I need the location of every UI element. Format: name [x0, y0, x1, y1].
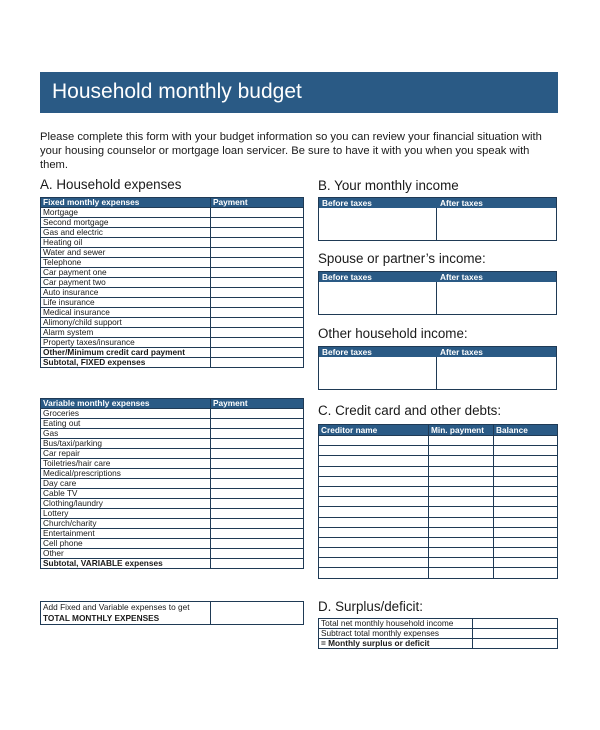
min-payment-input[interactable] [429, 568, 494, 578]
fixed-expense-payment-input[interactable] [211, 298, 304, 308]
balance-input[interactable] [494, 558, 558, 568]
creditor-name-input[interactable] [319, 497, 429, 507]
fixed-expense-label: Water and sewer [41, 248, 211, 258]
variable-expense-row [41, 479, 304, 489]
fixed-expense-row [41, 338, 304, 348]
variable-payment-header: Payment [211, 399, 304, 409]
variable-expense-label: Medical/prescriptions [41, 469, 211, 479]
fixed-expense-label: Auto insurance [41, 288, 211, 298]
fixed-expense-payment-input[interactable] [211, 318, 304, 328]
total-expenses-input[interactable] [211, 602, 304, 625]
debt-row [319, 537, 558, 547]
fixed-payment-header: Payment [211, 198, 304, 208]
other-after-taxes-header: After taxes [440, 347, 483, 357]
surplus-table [318, 618, 558, 649]
debt-row [319, 476, 558, 486]
variable-expense-payment-input[interactable] [211, 469, 304, 479]
fixed-expense-row [41, 328, 304, 338]
variable-expense-payment-input[interactable] [211, 559, 304, 569]
fixed-expense-label: Medical insurance [41, 308, 211, 318]
before-taxes-header: Before taxes [322, 198, 372, 208]
variable-expense-row [41, 489, 304, 499]
balance-header: Balance [494, 425, 558, 436]
balance-input[interactable] [494, 537, 558, 547]
fixed-expense-row [41, 268, 304, 278]
surplus-row [319, 639, 558, 649]
creditor-name-input[interactable] [319, 466, 429, 476]
min-payment-input[interactable] [429, 486, 494, 496]
min-payment-input[interactable] [429, 558, 494, 568]
min-payment-input[interactable] [429, 497, 494, 507]
variable-expense-label: Church/charity [41, 519, 211, 529]
surplus-label: Subtract total monthly expenses [319, 629, 473, 639]
surplus-value-input[interactable] [473, 629, 558, 639]
other-income-before-input[interactable] [319, 357, 437, 389]
creditor-name-input[interactable] [319, 527, 429, 537]
fixed-expense-label: Car payment one [41, 268, 211, 278]
spouse-income-box [318, 271, 557, 315]
fixed-expense-payment-input[interactable] [211, 288, 304, 298]
total-line1: Add Fixed and Variable expenses to get [43, 602, 190, 612]
variable-expense-payment-input[interactable] [211, 419, 304, 429]
variable-expense-payment-input[interactable] [211, 449, 304, 459]
fixed-expense-payment-input[interactable] [211, 258, 304, 268]
fixed-expense-row [41, 358, 304, 368]
fixed-expense-label: Car payment two [41, 278, 211, 288]
spouse-after-taxes-header: After taxes [440, 272, 483, 282]
fixed-expense-row [41, 248, 304, 258]
spouse-income-heading: Spouse or partner’s income: [318, 251, 486, 266]
variable-expense-payment-input[interactable] [211, 429, 304, 439]
spouse-before-taxes-header: Before taxes [322, 272, 372, 282]
variable-expense-label: Bus/taxi/parking [41, 439, 211, 449]
variable-expense-payment-input[interactable] [211, 439, 304, 449]
fixed-expense-payment-input[interactable] [211, 248, 304, 258]
your-income-box [318, 197, 557, 241]
variable-expense-row [41, 549, 304, 559]
balance-input[interactable] [494, 456, 558, 466]
balance-input[interactable] [494, 466, 558, 476]
debt-row [319, 436, 558, 446]
surplus-row [319, 629, 558, 639]
variable-expense-payment-input[interactable] [211, 549, 304, 559]
fixed-expense-payment-input[interactable] [211, 348, 304, 358]
creditor-name-input[interactable] [319, 486, 429, 496]
spouse-income-before-input[interactable] [319, 282, 437, 314]
after-taxes-header: After taxes [440, 198, 483, 208]
variable-expense-row [41, 409, 304, 419]
fixed-expense-payment-input[interactable] [211, 308, 304, 318]
min-payment-input[interactable] [429, 507, 494, 517]
section-d-heading: D. Surplus/deficit: [318, 599, 423, 614]
fixed-expense-row [41, 308, 304, 318]
variable-expense-label: Day care [41, 479, 211, 489]
fixed-expense-label: Second mortgage [41, 218, 211, 228]
total-expenses-label [41, 602, 211, 625]
title-banner [40, 72, 558, 113]
variable-expense-label: Other [41, 549, 211, 559]
your-income-after-input[interactable] [437, 208, 556, 240]
fixed-expense-label: Gas and electric [41, 228, 211, 238]
variable-expense-row [41, 419, 304, 429]
fixed-expense-payment-input[interactable] [211, 218, 304, 228]
variable-expense-label: Subtotal, VARIABLE expenses [41, 559, 211, 569]
surplus-value-input[interactable] [473, 639, 558, 649]
balance-input[interactable] [494, 527, 558, 537]
fixed-expense-row [41, 348, 304, 358]
min-payment-header: Min. payment [429, 425, 494, 436]
total-line2: TOTAL MONTHLY EXPENSES [43, 613, 160, 623]
min-payment-input[interactable] [429, 517, 494, 527]
surplus-value-input[interactable] [473, 619, 558, 629]
fixed-expense-label: Subtotal, FIXED expenses [41, 358, 211, 368]
min-payment-input[interactable] [429, 476, 494, 486]
fixed-expense-row [41, 228, 304, 238]
creditor-name-input[interactable] [319, 507, 429, 517]
fixed-expense-label: Alimony/child support [41, 318, 211, 328]
balance-input[interactable] [494, 446, 558, 456]
fixed-expenses-header: Fixed monthly expenses [41, 198, 211, 208]
variable-expense-row [41, 459, 304, 469]
creditor-name-input[interactable] [319, 476, 429, 486]
fixed-expense-row [41, 218, 304, 228]
fixed-expense-row [41, 288, 304, 298]
fixed-expense-row [41, 238, 304, 248]
fixed-expense-label: Mortgage [41, 208, 211, 218]
fixed-expense-payment-input[interactable] [211, 328, 304, 338]
other-before-taxes-header: Before taxes [322, 347, 372, 357]
balance-input[interactable] [494, 548, 558, 558]
variable-expenses-table [40, 398, 304, 569]
variable-expense-label: Groceries [41, 409, 211, 419]
page-title: Household monthly budget [52, 80, 302, 103]
debt-row [319, 497, 558, 507]
variable-expense-row [41, 429, 304, 439]
variable-expense-row [41, 519, 304, 529]
creditor-name-input[interactable] [319, 456, 429, 466]
fixed-expense-payment-input[interactable] [211, 358, 304, 368]
debts-table [318, 424, 558, 579]
fixed-expense-label: Other/Minimum credit card payment [41, 348, 211, 358]
variable-expense-payment-input[interactable] [211, 539, 304, 549]
creditor-name-header: Creditor name [319, 425, 429, 436]
section-b-heading: B. Your monthly income [318, 178, 459, 193]
variable-expense-payment-input[interactable] [211, 489, 304, 499]
variable-expense-row [41, 509, 304, 519]
intro-text: Please complete this form with your budget information so you can review your financial situation with your housing counselor or mortgage loan servicer. Be sure to have it with you when you speak with them. [40, 131, 542, 171]
debt-row [319, 527, 558, 537]
surplus-label: Total net monthly household income [319, 619, 473, 629]
creditor-name-input[interactable] [319, 436, 429, 446]
min-payment-input[interactable] [429, 446, 494, 456]
your-income-before-input[interactable] [319, 208, 437, 240]
other-income-box [318, 346, 557, 390]
variable-expense-row [41, 439, 304, 449]
section-c-heading: C. Credit card and other debts: [318, 403, 502, 418]
creditor-name-input[interactable] [319, 568, 429, 578]
fixed-expense-payment-input[interactable] [211, 228, 304, 238]
debt-row [319, 456, 558, 466]
variable-expense-label: Eating out [41, 419, 211, 429]
variable-expense-label: Cable TV [41, 489, 211, 499]
variable-expense-label: Toiletries/hair care [41, 459, 211, 469]
variable-expense-payment-input[interactable] [211, 509, 304, 519]
debt-row [319, 568, 558, 578]
creditor-name-input[interactable] [319, 558, 429, 568]
fixed-expense-label: Property taxes/insurance [41, 338, 211, 348]
variable-expense-label: Entertainment [41, 529, 211, 539]
variable-expense-payment-input[interactable] [211, 409, 304, 419]
creditor-name-input[interactable] [319, 446, 429, 456]
variable-expense-row [41, 539, 304, 549]
min-payment-input[interactable] [429, 456, 494, 466]
fixed-expense-row [41, 208, 304, 218]
fixed-expense-label: Life insurance [41, 298, 211, 308]
debt-row [319, 558, 558, 568]
balance-input[interactable] [494, 517, 558, 527]
balance-input[interactable] [494, 476, 558, 486]
fixed-expense-row [41, 258, 304, 268]
variable-expense-label: Clothing/laundry [41, 499, 211, 509]
fixed-expense-payment-input[interactable] [211, 338, 304, 348]
balance-input[interactable] [494, 486, 558, 496]
debt-row [319, 517, 558, 527]
min-payment-input[interactable] [429, 537, 494, 547]
debt-row [319, 466, 558, 476]
balance-input[interactable] [494, 497, 558, 507]
variable-expenses-header: Variable monthly expenses [41, 399, 211, 409]
min-payment-input[interactable] [429, 548, 494, 558]
min-payment-input[interactable] [429, 466, 494, 476]
variable-expense-label: Gas [41, 429, 211, 439]
variable-expense-payment-input[interactable] [211, 519, 304, 529]
fixed-expenses-table [40, 197, 304, 368]
debt-row [319, 486, 558, 496]
variable-expense-label: Car repair [41, 449, 211, 459]
other-income-heading: Other household income: [318, 326, 468, 341]
variable-expense-label: Cell phone [41, 539, 211, 549]
balance-input[interactable] [494, 436, 558, 446]
variable-expense-payment-input[interactable] [211, 529, 304, 539]
variable-expense-row [41, 559, 304, 569]
variable-expense-row [41, 449, 304, 459]
debt-row [319, 507, 558, 517]
total-expenses-table [40, 601, 304, 625]
fixed-expense-payment-input[interactable] [211, 278, 304, 288]
other-income-after-input[interactable] [437, 357, 556, 389]
variable-expense-payment-input[interactable] [211, 479, 304, 489]
fixed-expense-row [41, 298, 304, 308]
variable-expense-row [41, 529, 304, 539]
balance-input[interactable] [494, 507, 558, 517]
variable-expense-row [41, 499, 304, 509]
debt-row [319, 446, 558, 456]
variable-expense-payment-input[interactable] [211, 459, 304, 469]
debt-row [319, 548, 558, 558]
fixed-expense-row [41, 278, 304, 288]
fixed-expense-label: Heating oil [41, 238, 211, 248]
fixed-expense-row [41, 318, 304, 328]
fixed-expense-label: Telephone [41, 258, 211, 268]
fixed-expense-payment-input[interactable] [211, 208, 304, 218]
spouse-income-after-input[interactable] [437, 282, 556, 314]
variable-expense-label: Lottery [41, 509, 211, 519]
fixed-expense-payment-input[interactable] [211, 238, 304, 248]
creditor-name-input[interactable] [319, 548, 429, 558]
creditor-name-input[interactable] [319, 537, 429, 547]
variable-expense-payment-input[interactable] [211, 499, 304, 509]
fixed-expense-label: Alarm system [41, 328, 211, 338]
surplus-row [319, 619, 558, 629]
section-a-heading: A. Household expenses [40, 177, 182, 192]
variable-expense-row [41, 469, 304, 479]
surplus-label: = Monthly surplus or deficit [319, 639, 473, 649]
balance-input[interactable] [494, 568, 558, 578]
creditor-name-input[interactable] [319, 517, 429, 527]
fixed-expense-payment-input[interactable] [211, 268, 304, 278]
min-payment-input[interactable] [429, 436, 494, 446]
min-payment-input[interactable] [429, 527, 494, 537]
